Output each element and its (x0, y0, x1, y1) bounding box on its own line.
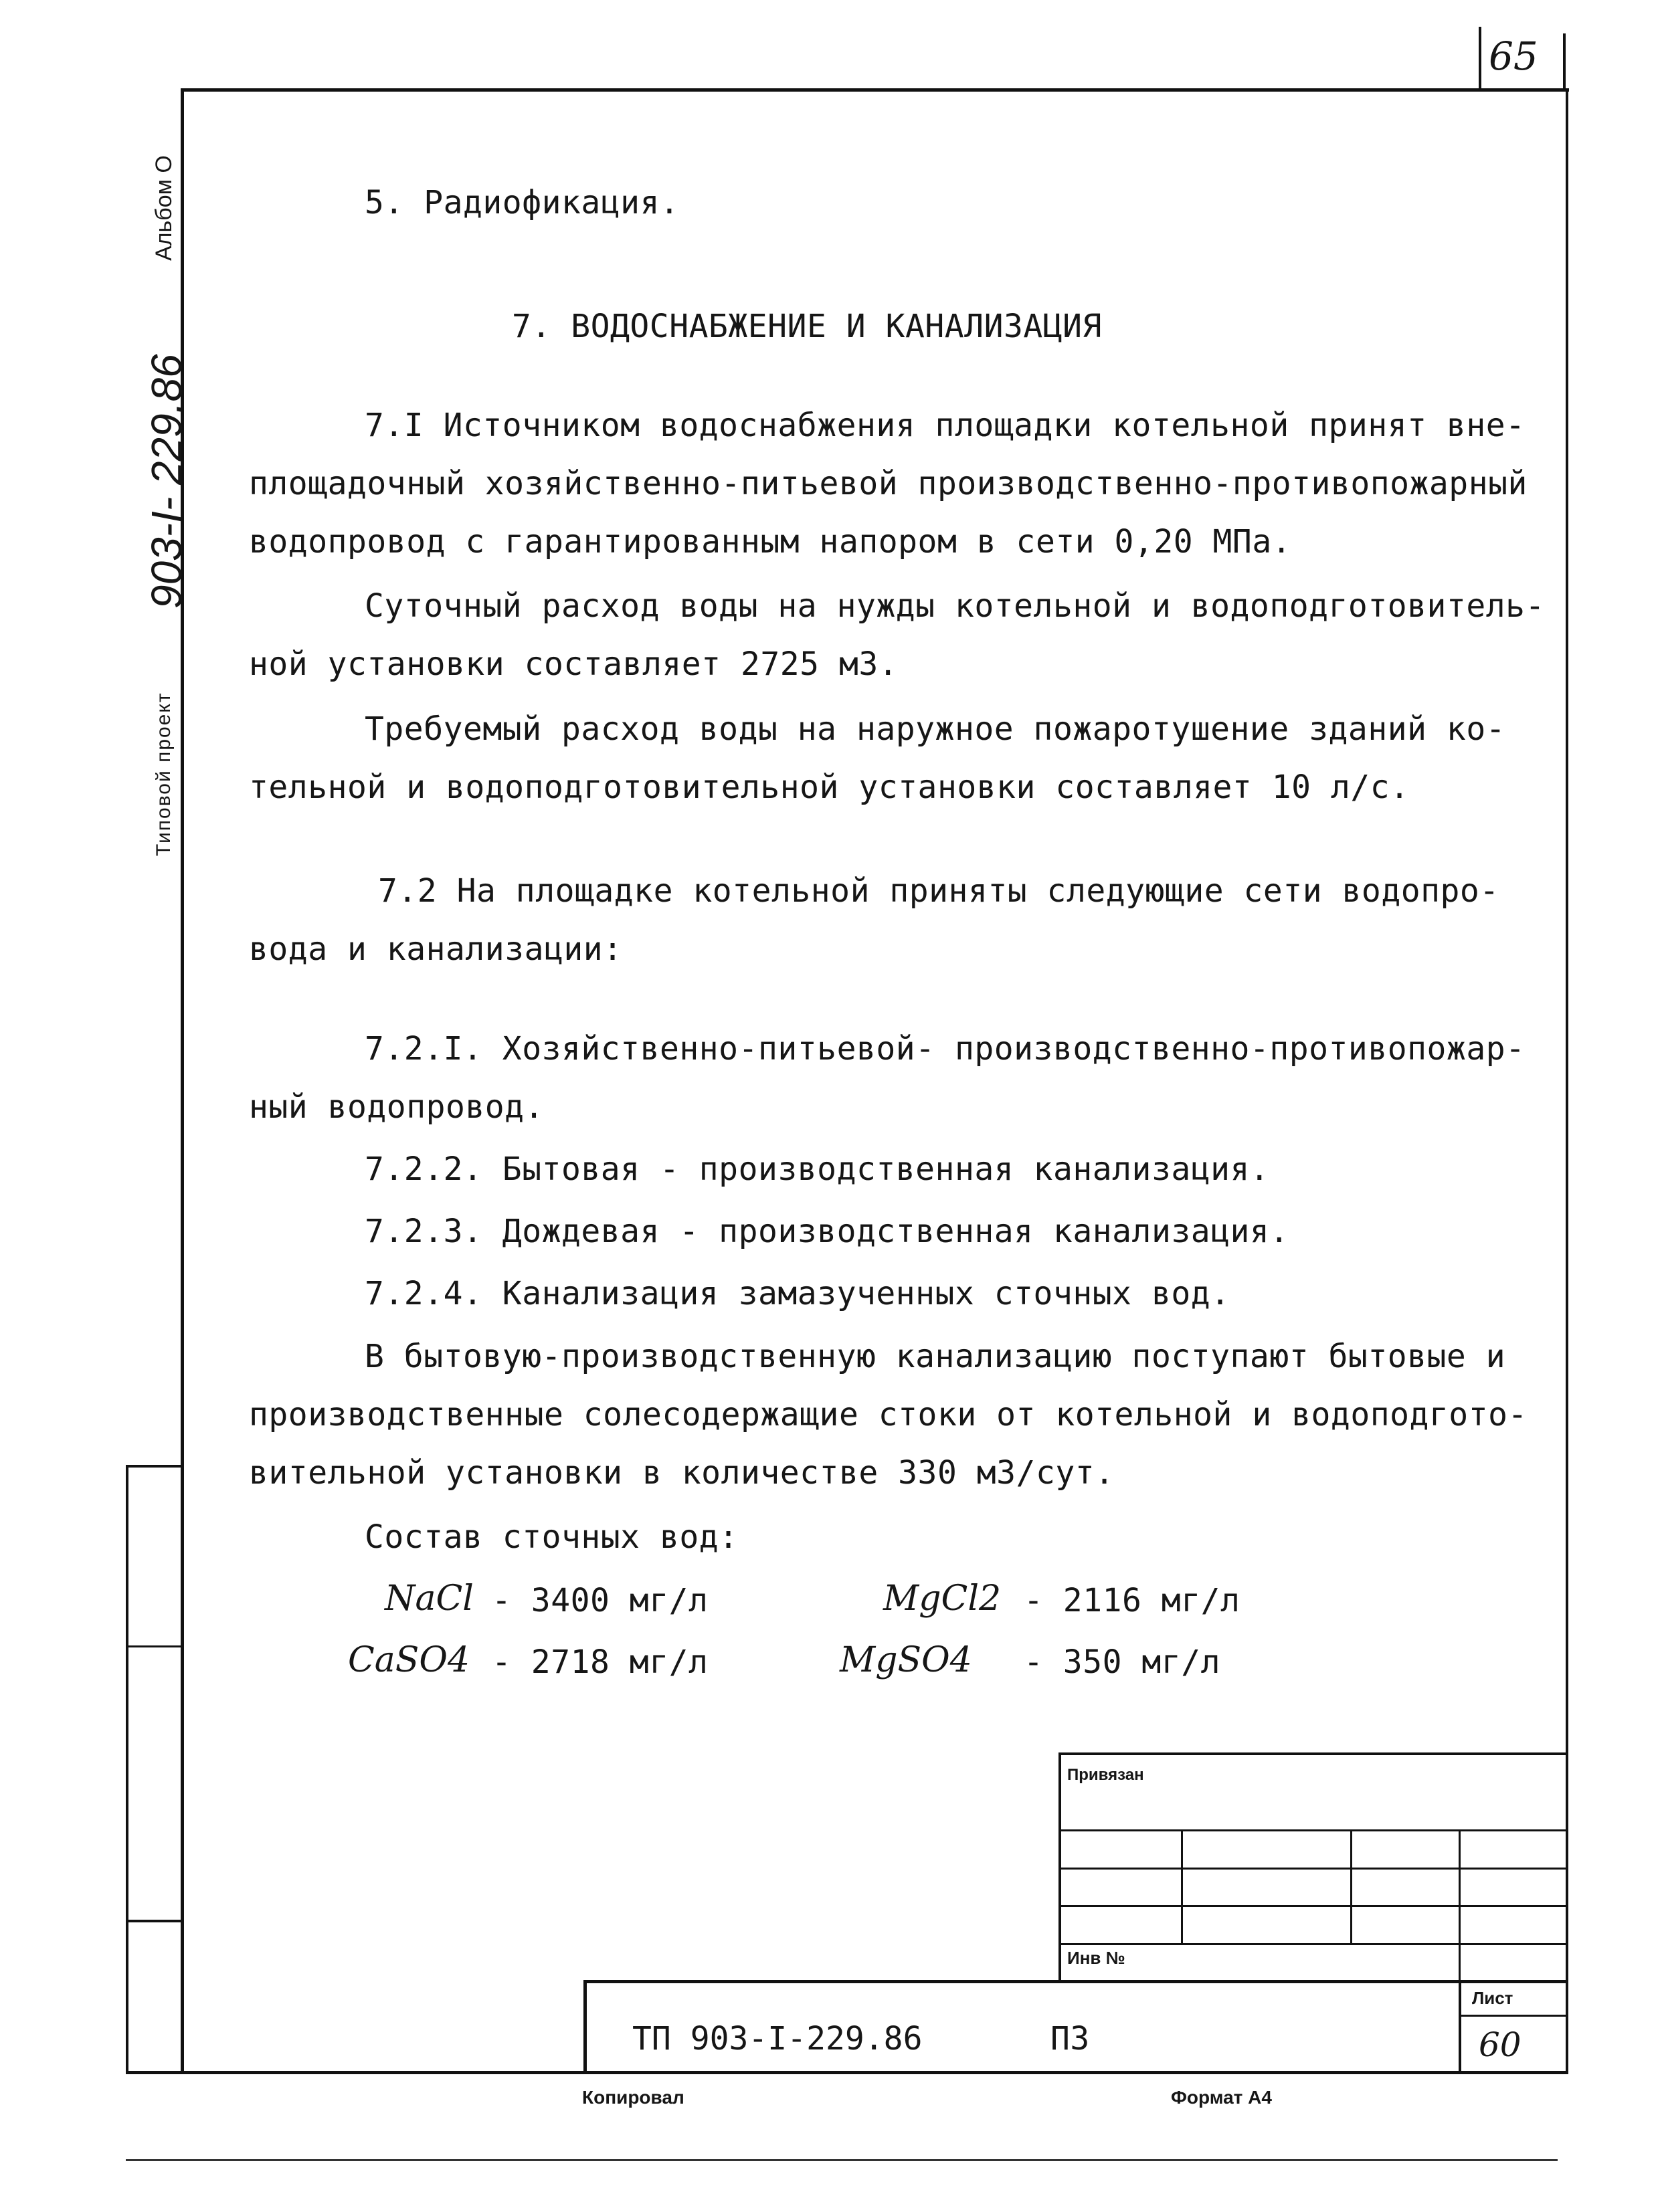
value-mgso4: - 350 мг/л (1024, 1643, 1220, 1681)
album-label: Альбом О (151, 155, 177, 261)
formula-caso4: CaSO4 (348, 1640, 470, 1680)
format-label: Формат А4 (1171, 2087, 1272, 2108)
section-5-title: 5. Радиофикация. (365, 184, 680, 221)
sheet-label: Лист (1472, 1988, 1513, 2008)
value-nacl: - 3400 мг/л (492, 1582, 709, 1619)
sewer-line-2: производственные солесодержащие стоки от котельной и водоподгото- (249, 1396, 1528, 1433)
copied-label: Копировал (582, 2087, 684, 2108)
paragraph-7-2-line-2: вода и канализации: (249, 930, 623, 968)
sewer-line-1: В бытовую-производственную канализацию поступают бытовые и (365, 1338, 1506, 1375)
value-mgcl2: - 2116 мг/л (1024, 1582, 1240, 1619)
paragraph-7-1-line-1: 7.I Источником водоснабжения площадки котельной принят вне- (365, 407, 1526, 444)
paragraph-7-1-line-2: площадочный хозяйственно-питьевой производственно-противопожарный (249, 465, 1528, 502)
paragraph-7-2-2: 7.2.2. Бытовая - производственная канализация. (365, 1150, 1270, 1188)
paragraph-7-2-3: 7.2.3. Дождевая - производственная канализация. (365, 1213, 1289, 1250)
inv-no-label: Инв № (1067, 1948, 1125, 1968)
formula-nacl: NaCl (385, 1579, 474, 1619)
composition-title: Состав сточных вод: (365, 1518, 739, 1556)
paragraph-7-2-1-line-1: 7.2.I. Хозяйственно-питьевой- производственно-противопожар- (365, 1030, 1526, 1068)
frame-top (181, 88, 1569, 92)
fire-water-line-1: Требуемый расход воды на наружное пожаротушение зданий ко- (365, 710, 1506, 748)
page-number-top: 65 (1489, 33, 1538, 79)
formula-mgcl2: MgCl2 (883, 1579, 1002, 1619)
daily-consumption-line-1: Суточный расход воды на нужды котельной и водоподготовитель- (365, 587, 1545, 625)
doc-code (632, 2020, 922, 2057)
value-caso4: - 2718 мг/л (492, 1643, 709, 1681)
doc-code-text: ТП 903-I-229.86 (632, 2020, 923, 2057)
project-number: 903-I- 229.86 (143, 354, 191, 609)
sheet-number: 60 (1479, 2025, 1521, 2064)
project-label: Типовой проект (153, 692, 175, 856)
fire-water-line-2: тельной и водоподготовительной установки составляет 10 л/с. (249, 769, 1410, 806)
sewer-line-3: вительной установки в количестве 330 м3/сут. (249, 1454, 1115, 1492)
section-7-title: 7. ВОДОСНАБЖЕНИЕ И КАНАЛИЗАЦИЯ (512, 308, 1102, 345)
daily-consumption-line-2: ной установки составляет 2725 м3. (249, 645, 899, 683)
paragraph-7-2-1-line-2: ный водопровод. (249, 1088, 544, 1126)
paragraph-7-2-4: 7.2.4. Канализация замазученных сточных вод. (365, 1275, 1230, 1312)
paragraph-7-1-line-3: водопровод с гарантированным напором в сети 0,20 МПа. (249, 523, 1292, 561)
privyazan-label: Привязан (1067, 1766, 1144, 1784)
paragraph-7-2-line-1: 7.2 На площадке котельной приняты следующие сети водопро- (378, 872, 1499, 910)
frame-right (1566, 88, 1568, 2074)
doc-type: ПЗ (1050, 2020, 1090, 2057)
frame-bottom (126, 2071, 1568, 2074)
formula-mgso4: MgSO4 (840, 1640, 972, 1680)
